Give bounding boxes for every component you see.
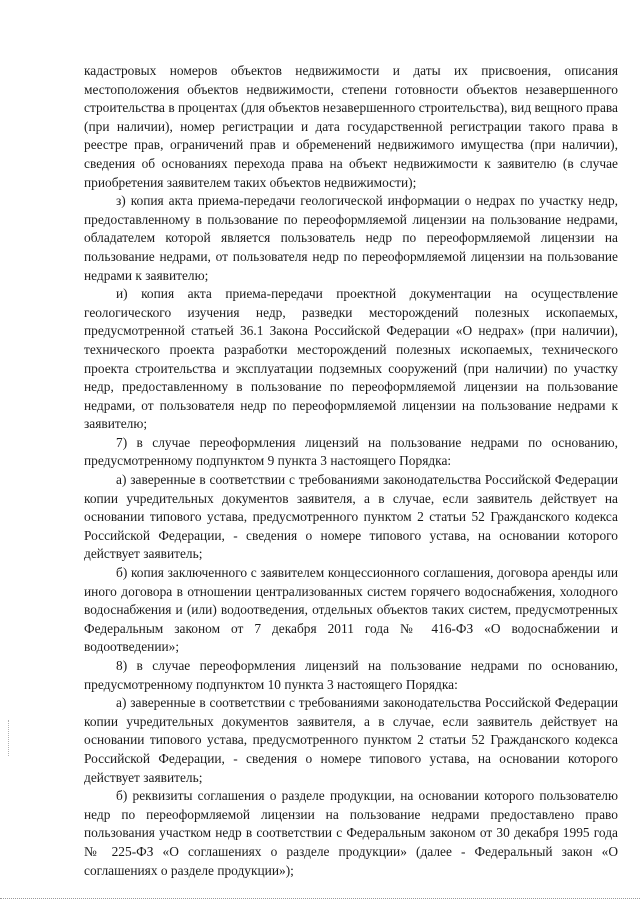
paragraph-7a-founding-documents: а) заверенные в соответствии с требованиями законодательства Российской Федерации копии учредительных документов заявителя, а в случае, если заявитель действует на основании типового устава, предусмотренного пунктом 2 статьи 52 Гражданского кодекса Российской Федерации, - сведения о номере типового устава, на основании которого действует заявитель; xyxy=(84,472,618,562)
paragraph-7-heading: 7) в случае переоформления лицензий на пользование недрами по основанию, предусмотренному подпунктом 9 пункта 3 настоящего Порядка: xyxy=(84,434,618,469)
document-body xyxy=(84,62,618,880)
scan-margin-mark xyxy=(8,720,9,756)
paragraph-i-project-documentation: и) копия акта приема-передачи проектной документации на осуществление геологического изучения недр, разведки месторождений полезных ископаемых, предусмотренной статьей 36.1 Закона Российской Федерации «О недрах» (при наличии), технического проекта разработки месторождений полезных ископаемых, технического проекта строительства и эксплуатации подземных сооружений (при наличии) по участку недр, предоставленному в пользование по переоформляемой лицензии на пользование недрами, от пользователя недр по переоформляемой лицензии на пользование недрами к заявителю; xyxy=(84,286,618,432)
paragraph-7b-concession-agreement: б) копия заключенного с заявителем концессионного соглашения, договора аренды или иного договора в отношении централизованных систем горячего водоснабжения, холодного водоснабжения и (или) водоотведения, отдельных объектов таких систем, предусмотренных Федеральным законом от 7 декабря 2011 года № 416-ФЗ «О водоснабжении и водоотведении»; xyxy=(84,565,618,655)
scan-bottom-edge xyxy=(0,898,640,899)
paragraph-8b-production-sharing: б) реквизиты соглашения о разделе продукции, на основании которого пользователю недр по переоформляемой лицензии на пользование недрами предоставлено право пользования участком недр в соответствии с Федеральным законом от 30 декабря 1995 года № 225-ФЗ «О соглашениях о разделе продукции» (далее - Федеральный закон «О соглашениях о разделе продукции»); xyxy=(84,788,618,878)
paragraph-8a-founding-documents: а) заверенные в соответствии с требованиями законодательства Российской Федерации копии учредительных документов заявителя, а в случае, если заявитель действует на основании типового устава, предусмотренного пунктом 2 статьи 52 Гражданского кодекса Российской Федерации, - сведения о номере типового устава, на основании которого действует заявитель; xyxy=(84,695,618,785)
paragraph-objects-description: кадастровых номеров объектов недвижимости и даты их присвоения, описания местоположения объектов недвижимости, степени готовности объектов незавершенного строительства в процентах (для объектов незавершенного строительства), вид вещного права (при наличии), номер регистрации и дата государственной регистрации такого права в реестре прав, ограничений прав и обременений недвижимого имущества (при наличии), сведения об основаниях перехода права на объект недвижимости к заявителю (в случае приобретения заявителем таких объектов недвижимости); xyxy=(84,63,618,190)
paragraph-8-heading: 8) в случае переоформления лицензий на пользование недрами по основанию, предусмотренному подпунктом 10 пункта 3 настоящего Порядка: xyxy=(84,658,618,692)
paragraph-z-geological-info: з) копия акта приема-передачи геологической информации о недрах по участку недр, предоставленному в пользование по переоформляемой лицензии на пользование недрами, обладателем которой является пользователь недр по переоформляемой лицензии на пользование недрами, от пользователя недр по переоформляемой лицензии на пользование недрами к заявителю; xyxy=(84,193,618,283)
